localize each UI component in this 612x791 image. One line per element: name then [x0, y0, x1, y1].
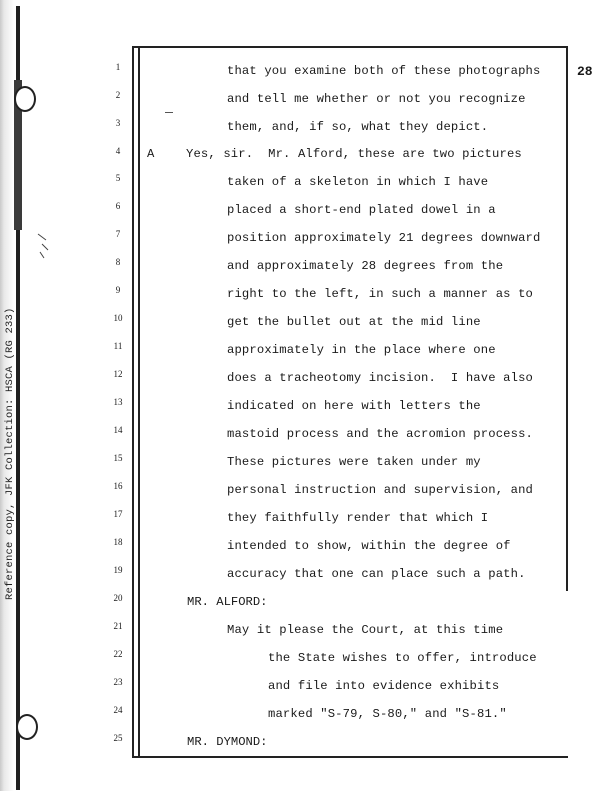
- line-number: 25: [113, 733, 123, 743]
- line-number: 22: [113, 649, 123, 659]
- transcript-line: that you examine both of these photographs: [227, 64, 541, 78]
- line-number: 17: [113, 509, 123, 519]
- line-number: 15: [113, 453, 123, 463]
- line-number: 11: [113, 341, 123, 351]
- line-number: 10: [113, 313, 123, 323]
- rule-top: [132, 46, 568, 48]
- line-number: 14: [113, 425, 123, 435]
- speaker-label: MR. ALFORD:: [187, 595, 268, 609]
- line-number: 7: [115, 229, 121, 239]
- line-number: 18: [113, 537, 123, 547]
- margin-rule-right: [566, 46, 568, 591]
- transcript-line: accuracy that one can place such a path.: [227, 567, 526, 581]
- stray-mark: [165, 112, 173, 113]
- transcript-line: and tell me whether or not you recognize: [227, 92, 526, 106]
- line-number: 13: [113, 397, 123, 407]
- speaker-label: MR. DYMOND:: [187, 735, 268, 749]
- transcript-line: May it please the Court, at this time: [227, 623, 504, 637]
- transcript-line: taken of a skeleton in which I have: [227, 175, 489, 189]
- transcript-line: marked "S-79, S-80," and "S-81.": [268, 707, 507, 721]
- transcript-line: mastoid process and the acromion process.: [227, 427, 534, 441]
- transcript-line: These pictures were taken under my: [227, 455, 481, 469]
- transcript-line: position approximately 21 degrees downward: [227, 231, 541, 245]
- transcript-line: them, and, if so, what they depict.: [227, 120, 489, 134]
- transcript-line: and approximately 28 degrees from the: [227, 259, 504, 273]
- transcript-line: right to the left, in such a manner as to: [227, 287, 534, 301]
- transcript-line: personal instruction and supervision, and: [227, 483, 534, 497]
- margin-rule-inner: [138, 46, 140, 758]
- transcript-line: Yes, sir. Mr. Alford, these are two pictures: [186, 147, 522, 161]
- line-number: 6: [115, 201, 121, 211]
- line-number: 5: [115, 173, 121, 183]
- line-number: 23: [113, 677, 123, 687]
- line-number: 24: [113, 705, 123, 715]
- transcript-line: approximately in the place where one: [227, 343, 496, 357]
- line-number: 20: [113, 593, 123, 603]
- transcript-line: indicated on here with letters the: [227, 399, 481, 413]
- line-number: 2: [115, 90, 121, 100]
- line-number: 21: [113, 621, 123, 631]
- line-number: 19: [113, 565, 123, 575]
- reference-stamp: Reference copy, JFK Collection: HSCA (RG 233): [4, 307, 16, 600]
- transcript-line: does a tracheotomy incision. I have also: [227, 371, 534, 385]
- line-number: 16: [113, 481, 123, 491]
- page-number: 28: [577, 64, 593, 79]
- line-number: 12: [113, 369, 123, 379]
- answer-marker: A: [147, 147, 155, 161]
- line-number: 9: [115, 285, 121, 295]
- line-number: 4: [115, 146, 121, 156]
- transcript-line: and file into evidence exhibits: [268, 679, 500, 693]
- punch-hole-top: [14, 86, 36, 112]
- transcript-line: intended to show, within the degree of: [227, 539, 511, 553]
- scan-smudge: [36, 230, 50, 260]
- transcript-line: they faithfully render that which I: [227, 511, 489, 525]
- line-number: 3: [115, 118, 121, 128]
- rule-bottom: [132, 756, 568, 758]
- punch-hole-bottom: [16, 714, 38, 740]
- transcript-line: placed a short-end plated dowel in a: [227, 203, 496, 217]
- transcript-line: get the bullet out at the mid line: [227, 315, 481, 329]
- margin-rule-outer: [132, 46, 134, 758]
- line-number: 8: [115, 257, 121, 267]
- transcript-line: the State wishes to offer, introduce: [268, 651, 537, 665]
- line-number: 1: [115, 62, 121, 72]
